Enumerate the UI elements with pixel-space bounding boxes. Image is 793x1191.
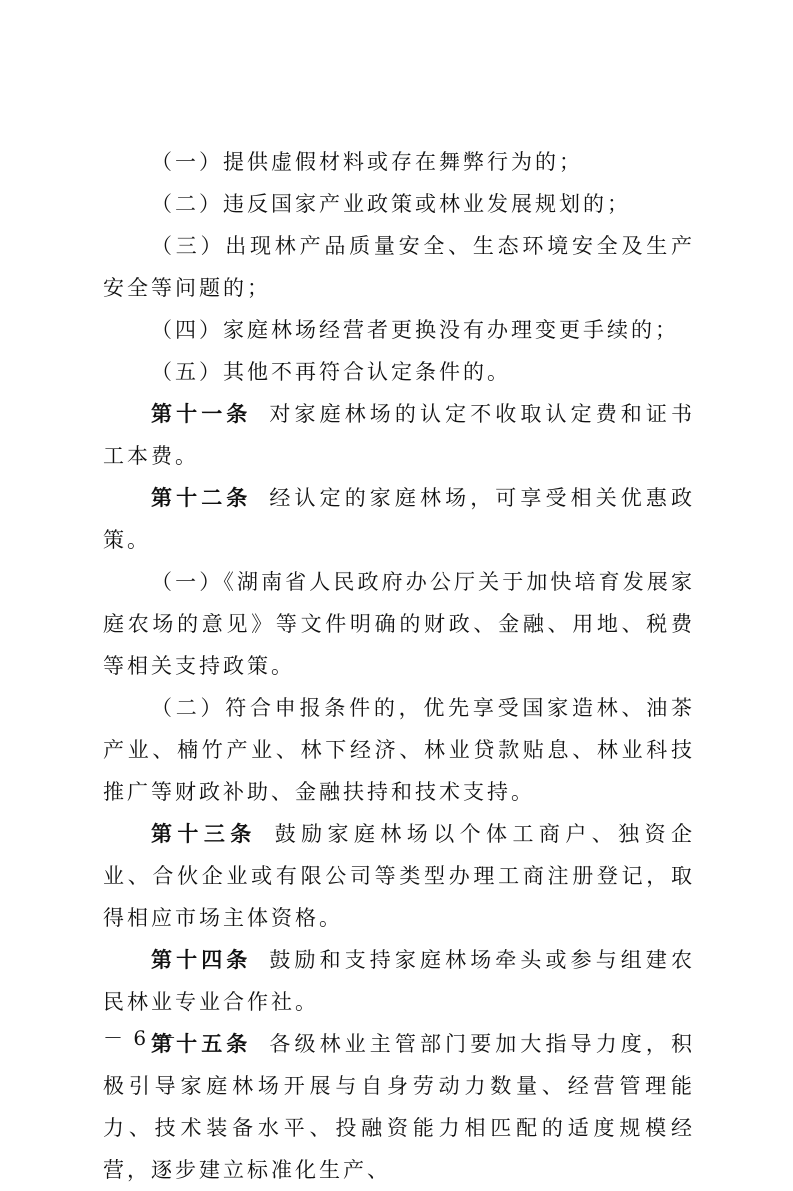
paragraph-2 xyxy=(103,183,695,225)
paragraph-8 xyxy=(103,561,695,687)
paragraph-text: （五）其他不再符合认定条件的。 xyxy=(151,360,511,384)
paragraph-3 xyxy=(103,225,695,309)
paragraph-text: （四）家庭林场经营者更换没有办理变更手续的； xyxy=(151,318,679,342)
paragraph-text: （三）出现林产品质量安全、生态环境安全及生产安全等问题的； xyxy=(103,234,695,300)
article-heading: 第十五条 xyxy=(151,1032,252,1056)
document-body xyxy=(103,141,695,1191)
paragraph-text: 鼓励和支持家庭林场牵头或参与组建农民林业专业合作社。 xyxy=(103,948,696,1014)
paragraph-text: 对家庭林场的认定不收取认定费和证书工本费。 xyxy=(103,402,696,468)
paragraph-9 xyxy=(103,687,695,813)
paragraph-text: 经认定的家庭林场，可享受相关优惠政策。 xyxy=(103,486,696,552)
paragraph-text: （二）符合申报条件的，优先享受国家造林、油茶产业、楠竹产业、林下经济、林业贷款贴息、林业科技推广等财政补助、金融扶持和技术支持。 xyxy=(103,696,695,804)
article-heading: 第十四条 xyxy=(151,948,252,972)
paragraph-4 xyxy=(103,309,695,351)
article-15 xyxy=(103,1023,695,1191)
article-12 xyxy=(103,477,695,561)
paragraph-1 xyxy=(103,141,695,183)
paragraph-text: （一）《湖南省人民政府办公厅关于加快培育发展家庭农场的意见》等文件明确的财政、金融、用地、税费等相关支持政策。 xyxy=(103,570,695,678)
article-13 xyxy=(103,813,695,939)
article-heading: 第十二条 xyxy=(151,486,252,510)
article-heading: 第十一条 xyxy=(151,402,252,426)
article-14 xyxy=(103,939,695,1023)
page-number: － 6 － xyxy=(103,1026,179,1050)
paragraph-text: （一）提供虚假材料或存在舞弊行为的； xyxy=(151,150,583,174)
paragraph-5 xyxy=(103,351,695,393)
paragraph-text: 各级林业主管部门要加大指导力度，积极引导家庭林场开展与自身劳动力数量、经营管理能力、技术装备水平、投融资能力相匹配的适度规模经营，逐步建立标准化生产、 xyxy=(103,1032,696,1182)
article-heading: 第十三条 xyxy=(151,822,257,846)
paragraph-text: （二）违反国家产业政策或林业发展规划的； xyxy=(151,192,631,216)
article-11 xyxy=(103,393,695,477)
paragraph-text: 鼓励家庭林场以个体工商户、独资企业、合伙企业或有限公司等类型办理工商注册登记，取得相应市场主体资格。 xyxy=(103,822,696,930)
